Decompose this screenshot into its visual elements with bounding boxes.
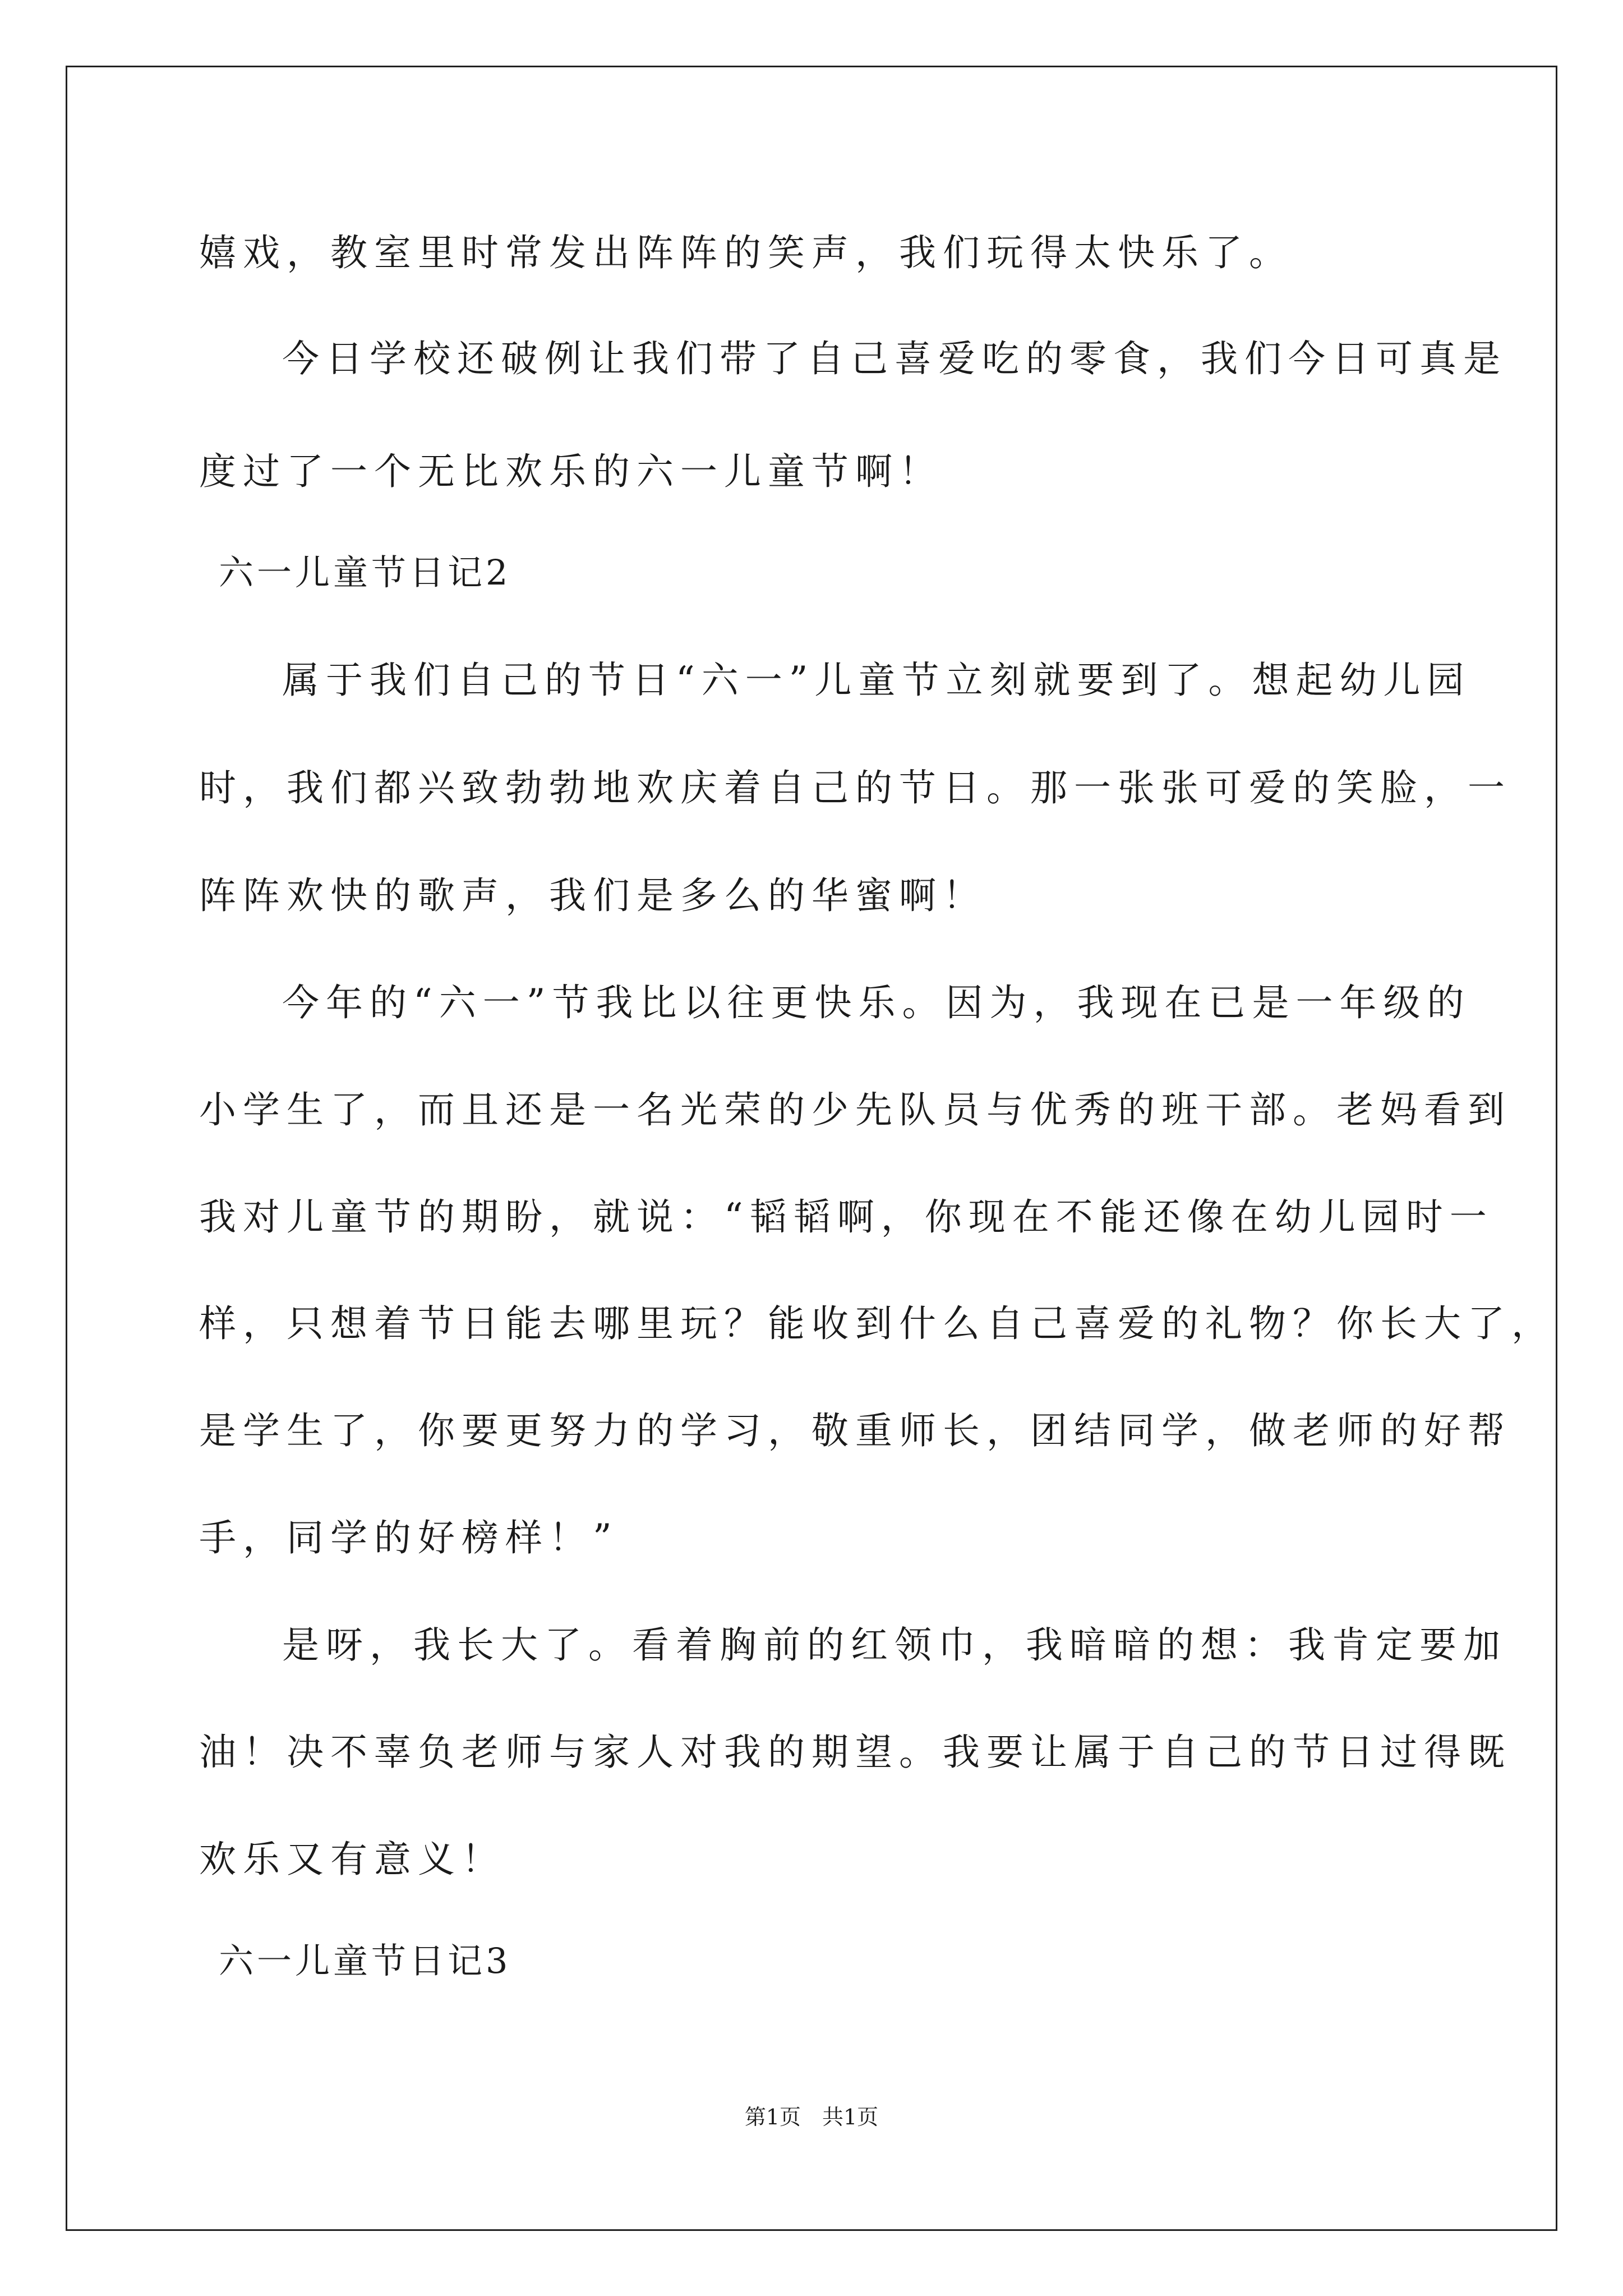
- page-number: 第1页 共1页: [744, 2105, 879, 2129]
- paragraph-start: 今日学校还破例让我们带了自己喜爱吃的零食，我们今日可真是: [282, 337, 1507, 380]
- text-line: 小学生了，而且还是一名光荣的少先队员与优秀的班干部。老妈看到: [199, 1088, 1511, 1131]
- paragraph-start: 今年的“六一”节我比以往更快乐。因为，我现在已是一年级的: [282, 981, 1471, 1024]
- text-line: 欢乐又有意义！: [199, 1838, 505, 1881]
- text-line: 我对儿童节的期盼，就说：“韬韬啊，你现在不能还像在幼儿园时一: [199, 1195, 1493, 1239]
- section-heading: 六一儿童节日记3: [219, 1940, 511, 1981]
- text-line: 手，同学的好榜样！”: [199, 1516, 619, 1559]
- text-line: 度过了一个无比欢乐的六一儿童节啊！: [199, 450, 943, 493]
- page-border: [66, 66, 1557, 2231]
- text-line: 油！决不辜负老师与家人对我的期望。我要让属于自己的节日过得既: [199, 1731, 1511, 1774]
- paragraph-start: 属于我们自己的节日“六一”儿童节立刻就要到了。想起幼儿园: [282, 659, 1471, 702]
- section-heading: 六一儿童节日记2: [219, 552, 511, 593]
- text-line: 嬉戏，教室里时常发出阵阵的笑声，我们玩得太快乐了。: [199, 231, 1293, 274]
- text-line: 时，我们都兴致勃勃地欢庆着自己的节日。那一张张可爱的笑脸，一: [199, 766, 1511, 809]
- text-line: 阵阵欢快的歌声，我们是多么的华蜜啊！: [199, 874, 986, 917]
- paragraph-start: 是呀，我长大了。看着胸前的红领巾，我暗暗的想：我肯定要加: [282, 1623, 1507, 1667]
- text-line: 样，只想着节日能去哪里玩？能收到什么自己喜爱的礼物？你长大了，: [199, 1302, 1555, 1345]
- text-line: 是学生了，你要更努力的学习，敬重师长，团结同学，做老师的好帮: [199, 1409, 1511, 1452]
